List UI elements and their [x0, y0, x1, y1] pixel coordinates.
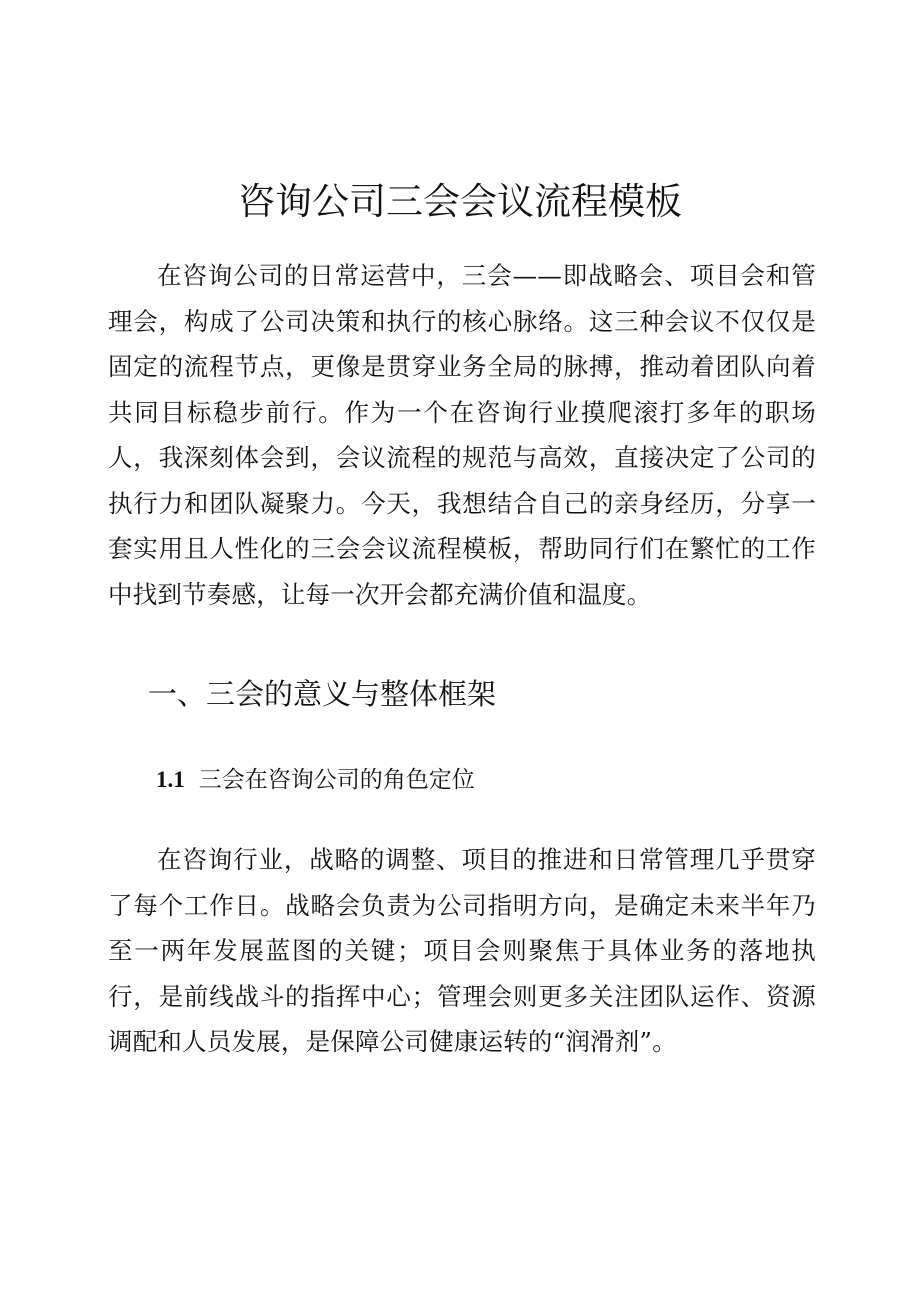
intro-paragraph: 在咨询公司的日常运营中，三会——即战略会、项目会和管理会，构成了公司决策和执行的核心脉络。这三种会议不仅仅是固定的流程节点，更像是贯穿业务全局的脉搏，推动着团队向着共同目标稳步前行。作为一个在咨询行业摸爬滚打多年的职场人，我深刻体会到，会议流程的规范与高效，直接决定了公司的执行力和团队凝聚力。今天，我想结合自己的亲身经历，分享一套实用且人性化的三会会议流程模板，帮助同行们在繁忙的工作中找到节奏感，让每一次开会都充满价值和温度。: [108, 261, 816, 609]
subsection-heading: [156, 760, 475, 800]
section-heading: 一、三会的意义与整体框架: [148, 677, 497, 711]
document-title: 咨询公司三会会议流程模板: [238, 180, 682, 223]
body-paragraph: 在咨询行业，战略的调整、项目的推进和日常管理几乎贯穿了每个工作日。战略会负责为公司指明方向，是确定未来半年乃至一两年发展蓝图的关键；项目会则聚焦于具体业务的落地执行，是前线战斗的指挥中心；管理会则更多关注团队运作、资源调配和人员发展，是保障公司健康运转的“润滑剂”。: [108, 845, 816, 1056]
subsection-number: 1.1: [156, 767, 185, 792]
subsection-title: 三会在咨询公司的角色定位: [198, 767, 475, 793]
